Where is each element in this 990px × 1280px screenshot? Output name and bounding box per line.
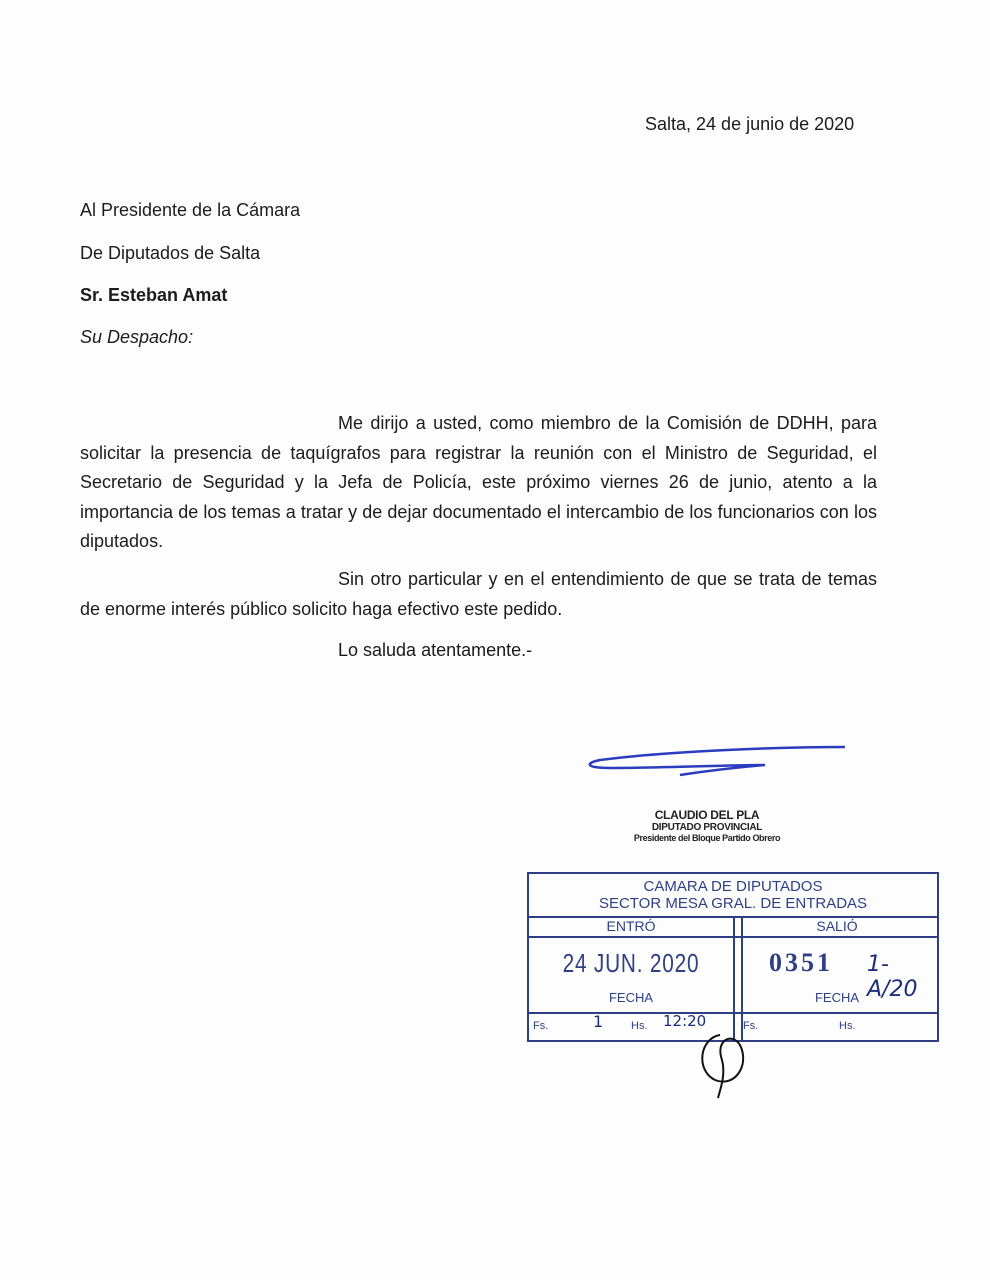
stamp-entro-hs-label: Hs. xyxy=(631,1020,648,1032)
signer-role: DIPUTADO PROVINCIAL xyxy=(651,822,763,833)
stamp-salio-label: SALIÓ xyxy=(816,918,858,934)
letter-date: Salta, 24 de junio de 2020 xyxy=(645,114,855,134)
stamp-entro-label: ENTRÓ xyxy=(606,918,656,934)
stamp-entro-fecha-label: FECHA xyxy=(608,990,654,1005)
handwritten-hs-value: 12:20 xyxy=(663,1012,707,1030)
handwritten-signature xyxy=(580,735,860,785)
stamp-sector: SECTOR MESA GRAL. DE ENTRADAS xyxy=(598,895,868,912)
stamp-salio-fs-label: Fs. xyxy=(743,1020,759,1032)
recipient-line-2: De Diputados de Salta xyxy=(80,243,261,263)
handwritten-fs-value: 1 xyxy=(593,1012,604,1031)
body-paragraph-2: Sin otro particular y en el entendimiento de que se trata de temas de enorme interés público solicito haga efectivo este pedido. xyxy=(80,569,877,619)
stamp-salio-number: 0351 xyxy=(769,948,833,977)
stamp-column-divider xyxy=(733,918,743,1040)
signer-name: CLAUDIO DEL PLA xyxy=(654,808,760,822)
reception-stamp xyxy=(527,872,939,1042)
stamp-entro-fs-label: Fs. xyxy=(533,1020,549,1032)
stamp-salio-fecha-label: FECHA xyxy=(814,990,860,1005)
handwritten-initial-mark xyxy=(690,1030,760,1100)
recipient-line-1: Al Presidente de la Cámara xyxy=(80,200,301,220)
handwritten-file-suffix: 1-A/20 xyxy=(867,952,918,1002)
salutation: Su Despacho: xyxy=(80,327,194,347)
stamp-institution: CAMARA DE DIPUTADOS xyxy=(643,878,823,895)
stamp-entro-date: 24 JUN. 2020 xyxy=(562,948,700,978)
stamp-header xyxy=(529,878,937,912)
signature-block xyxy=(622,808,792,843)
closing-line: Lo saluda atentamente.- xyxy=(338,640,533,660)
stamp-salio-hs-label: Hs. xyxy=(839,1020,856,1032)
recipient-name: Sr. Esteban Amat xyxy=(80,285,228,305)
signer-subtitle: Presidente del Bloque Partido Obrero xyxy=(633,833,781,843)
body-paragraph-1: Me dirijo a usted, como miembro de la Comisión de DDHH, para solicitar la presencia de taquígrafos para registrar la reunión con el Ministro de Seguridad, el Secretario de Seguridad y la Jefa de Policía, este próximo viernes 26 de junio, atento a la importancia de los temas a tratar y de dejar documentado el intercambio de los funcionarios con los diputados. xyxy=(80,413,877,551)
